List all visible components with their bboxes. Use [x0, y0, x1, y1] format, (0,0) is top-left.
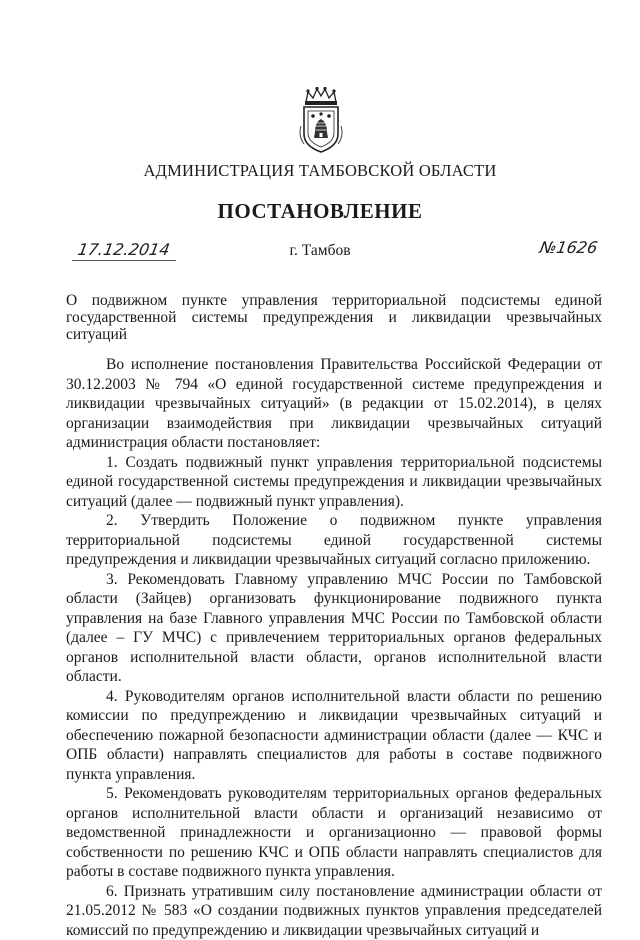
organization-title: АДМИНИСТРАЦИЯ ТАМБОВСКОЙ ОБЛАСТИ [0, 161, 640, 181]
document-city: г. Тамбов [0, 242, 640, 260]
document-subject: О подвижном пункте управления территориальной подсистемы единой государственной системы предупреждения и ликвидации чрезвычайных ситуаций [66, 292, 602, 343]
coat-of-arms-emblem [296, 86, 346, 154]
clause-5: 5. Рекомендовать руководителям территориальных органов федеральных органов исполнительной власти области и организаций независимо от ведомственной принадлежности и организационно — правовой формы собственности по решению КЧС и ОПБ области направлять специалистов для работы в составе подвижного пункта управления. [66, 784, 602, 882]
clause-1: 1. Создать подвижный пункт управления территориальной подсистемы единой государственной системы предупреждения и ликвидации чрезвычайных ситуаций (далее — подвижный пункт управления). [66, 453, 602, 512]
clause-4: 4. Руководителям органов исполнительной власти области по решению комиссии по предупреждению и ликвидации чрезвычайных ситуаций и обеспечению пожарной безопасности администрации области (далее — КЧС и ОПБ области) направлять специалистов для работы в составе подвижного пункта управления. [66, 687, 602, 785]
intro-paragraph: Во исполнение постановления Правительства Российской Федерации от 30.12.2003 № 794 «О единой государственной системе предупреждения и ликвидации чрезвычайных ситуаций» (в редакции от 15.02.2014), в целях организации взаимодействия при ликвидации чрезвычайных ситуаций администрация области постановляет: [66, 355, 602, 453]
document-body [66, 355, 602, 940]
clause-2: 2. Утвердить Положение о подвижном пункте управления территориальной подсистемы единой государственной системы предупреждения и ликвидации чрезвычайных ситуаций согласно приложению. [66, 511, 602, 570]
clause-6: 6. Признать утратившим силу постановление администрации области от 21.05.2012 № 583 «О создании подвижных пунктов управления председателей комиссий по предупреждению и ликвидации чрезвычайных ситуаций и [66, 882, 602, 940]
document-number: №1626 [538, 238, 599, 257]
document-type-title: ПОСТАНОВЛЕНИЕ [0, 199, 640, 224]
document-date: 17.12.2014 [76, 240, 171, 259]
clause-3: 3. Рекомендовать Главному управлению МЧС России по Тамбовской области (Зайцев) организовать функционирование подвижного пункта управления на базе Главного управления МЧС России по Тамбовской области (далее – ГУ МЧС) с привлечением территориальных органов федеральных органов исполнительной власти области, органов исполнительной власти области. [66, 570, 602, 687]
